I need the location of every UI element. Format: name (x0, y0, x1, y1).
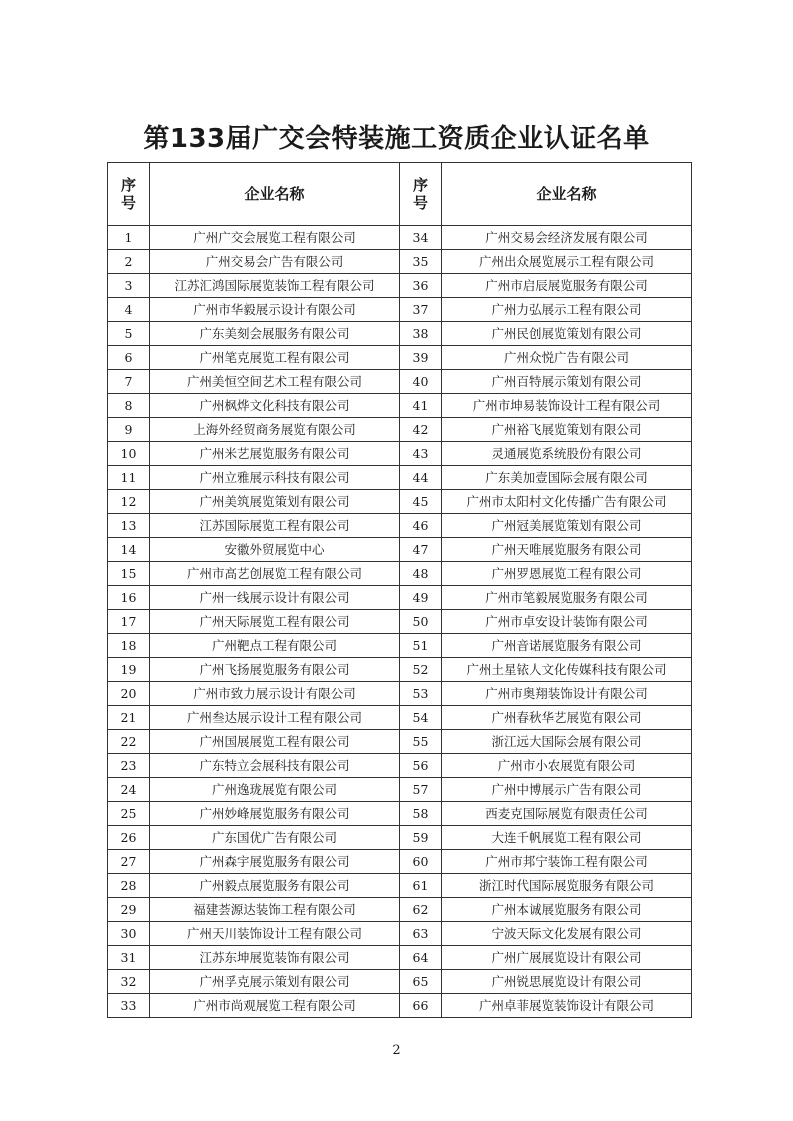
company-name-cell: 广州叁达展示设计工程有限公司 (150, 706, 400, 730)
serial-cell: 66 (400, 994, 442, 1018)
serial-cell: 26 (108, 826, 150, 850)
company-name-cell: 广州飞扬展览服务有限公司 (150, 658, 400, 682)
company-name-cell: 广州米艺展览服务有限公司 (150, 442, 400, 466)
company-name-cell: 广州市太阳村文化传播广告有限公司 (442, 490, 692, 514)
serial-cell: 20 (108, 682, 150, 706)
company-name-cell: 广州笔克展览工程有限公司 (150, 346, 400, 370)
table-row (108, 706, 692, 730)
company-name-cell: 灵通展览系统股份有限公司 (442, 442, 692, 466)
table-row (108, 778, 692, 802)
serial-cell: 4 (108, 298, 150, 322)
table-row (108, 850, 692, 874)
serial-cell: 32 (108, 970, 150, 994)
company-name-cell: 广州市高艺创展览工程有限公司 (150, 562, 400, 586)
company-name-cell: 广州立雅展示科技有限公司 (150, 466, 400, 490)
table-row (108, 514, 692, 538)
serial-cell: 25 (108, 802, 150, 826)
company-name-cell: 广州市启辰展览服务有限公司 (442, 274, 692, 298)
table-row (108, 346, 692, 370)
serial-cell: 33 (108, 994, 150, 1018)
serial-cell: 42 (400, 418, 442, 442)
company-name-cell: 广州妙峰展览服务有限公司 (150, 802, 400, 826)
table-row (108, 634, 692, 658)
table-row (108, 370, 692, 394)
table-row (108, 922, 692, 946)
serial-cell: 21 (108, 706, 150, 730)
company-name-cell: 广州市笔毅展览服务有限公司 (442, 586, 692, 610)
serial-cell: 22 (108, 730, 150, 754)
serial-cell: 41 (400, 394, 442, 418)
table-row (108, 682, 692, 706)
serial-cell: 23 (108, 754, 150, 778)
serial-cell: 49 (400, 586, 442, 610)
company-name-cell: 广州出众展览展示工程有限公司 (442, 250, 692, 274)
table-row (108, 394, 692, 418)
serial-cell: 61 (400, 874, 442, 898)
table-row (108, 562, 692, 586)
header-serial-label: 序 号 (120, 176, 136, 212)
company-name-cell: 广州枫烨文化科技有限公司 (150, 394, 400, 418)
company-name-cell: 浙江远大国际会展有限公司 (442, 730, 692, 754)
table-row (108, 418, 692, 442)
company-name-cell: 广州市致力展示设计有限公司 (150, 682, 400, 706)
serial-cell: 19 (108, 658, 150, 682)
table-row (108, 802, 692, 826)
serial-cell: 31 (108, 946, 150, 970)
serial-cell: 63 (400, 922, 442, 946)
company-name-cell: 广东特立会展科技有限公司 (150, 754, 400, 778)
table-row (108, 538, 692, 562)
company-name-cell: 上海外经贸商务展览有限公司 (150, 418, 400, 442)
table-row (108, 442, 692, 466)
table-body (108, 226, 692, 1018)
header-company-right: 企业名称 (442, 163, 692, 226)
company-name-cell: 广东美加壹国际会展有限公司 (442, 466, 692, 490)
company-name-cell: 广州市尚观展览工程有限公司 (150, 994, 400, 1018)
company-name-cell: 广州天际展览工程有限公司 (150, 610, 400, 634)
serial-cell: 39 (400, 346, 442, 370)
company-name-cell: 广州广交会展览工程有限公司 (150, 226, 400, 250)
table-row (108, 586, 692, 610)
table-row (108, 754, 692, 778)
company-name-cell: 广东美刻会展服务有限公司 (150, 322, 400, 346)
serial-cell: 13 (108, 514, 150, 538)
header-serial-right (400, 163, 442, 226)
serial-cell: 15 (108, 562, 150, 586)
serial-cell: 51 (400, 634, 442, 658)
company-name-cell: 广州靶点工程有限公司 (150, 634, 400, 658)
company-name-cell: 江苏国际展览工程有限公司 (150, 514, 400, 538)
company-name-cell: 广州交易会广告有限公司 (150, 250, 400, 274)
company-name-cell: 广州毅点展览服务有限公司 (150, 874, 400, 898)
serial-cell: 2 (108, 250, 150, 274)
company-name-cell: 广州裕飞展览策划有限公司 (442, 418, 692, 442)
serial-cell: 38 (400, 322, 442, 346)
company-name-cell: 广州众悦广告有限公司 (442, 346, 692, 370)
serial-cell: 59 (400, 826, 442, 850)
page-number: 2 (392, 1043, 401, 1058)
table-row (108, 610, 692, 634)
serial-cell: 30 (108, 922, 150, 946)
company-name-cell: 广州一线展示设计有限公司 (150, 586, 400, 610)
serial-cell: 48 (400, 562, 442, 586)
table-row (108, 274, 692, 298)
company-name-cell: 广州美筑展览策划有限公司 (150, 490, 400, 514)
company-name-cell: 广州孚克展示策划有限公司 (150, 970, 400, 994)
company-name-cell: 广州美恒空间艺术工程有限公司 (150, 370, 400, 394)
company-name-cell: 广州春秋华艺展览有限公司 (442, 706, 692, 730)
company-name-cell: 江苏汇鸿国际展览装饰工程有限公司 (150, 274, 400, 298)
serial-cell: 29 (108, 898, 150, 922)
table-row (108, 250, 692, 274)
company-name-cell: 大连千帆展览工程有限公司 (442, 826, 692, 850)
company-name-cell: 广州民创展览策划有限公司 (442, 322, 692, 346)
table-row (108, 658, 692, 682)
company-name-cell: 广州天唯展览服务有限公司 (442, 538, 692, 562)
company-name-cell: 广州锐思展览设计有限公司 (442, 970, 692, 994)
company-name-cell: 西麦克国际展览有限责任公司 (442, 802, 692, 826)
serial-cell: 9 (108, 418, 150, 442)
serial-cell: 56 (400, 754, 442, 778)
company-name-cell: 广州罗恩展览工程有限公司 (442, 562, 692, 586)
serial-cell: 34 (400, 226, 442, 250)
company-name-cell: 广州交易会经济发展有限公司 (442, 226, 692, 250)
serial-cell: 35 (400, 250, 442, 274)
company-name-cell: 广州百特展示策划有限公司 (442, 370, 692, 394)
table-row (108, 898, 692, 922)
table-row (108, 874, 692, 898)
serial-cell: 6 (108, 346, 150, 370)
table-row (108, 226, 692, 250)
table-row (108, 730, 692, 754)
company-name-cell: 广州逸珑展览有限公司 (150, 778, 400, 802)
company-name-cell: 福建荟源达装饰工程有限公司 (150, 898, 400, 922)
serial-cell: 24 (108, 778, 150, 802)
serial-cell: 52 (400, 658, 442, 682)
company-name-cell: 江苏东坤展览装饰有限公司 (150, 946, 400, 970)
serial-cell: 47 (400, 538, 442, 562)
company-name-cell: 广州天川装饰设计工程有限公司 (150, 922, 400, 946)
company-name-cell: 广州本诚展览服务有限公司 (442, 898, 692, 922)
table-row (108, 994, 692, 1018)
serial-cell: 7 (108, 370, 150, 394)
serial-cell: 54 (400, 706, 442, 730)
header-serial-label: 序 号 (412, 176, 428, 212)
header-serial-left (108, 163, 150, 226)
company-name-cell: 广州卓菲展览装饰设计有限公司 (442, 994, 692, 1018)
company-name-cell: 广州广展展览设计有限公司 (442, 946, 692, 970)
company-name-cell: 广州森宇展览服务有限公司 (150, 850, 400, 874)
company-name-cell: 广州音诺展览服务有限公司 (442, 634, 692, 658)
serial-cell: 50 (400, 610, 442, 634)
company-name-cell: 广州市奥翔装饰设计有限公司 (442, 682, 692, 706)
serial-cell: 65 (400, 970, 442, 994)
serial-cell: 8 (108, 394, 150, 418)
company-name-cell: 安徽外贸展览中心 (150, 538, 400, 562)
serial-cell: 10 (108, 442, 150, 466)
serial-cell: 46 (400, 514, 442, 538)
table-row (108, 490, 692, 514)
table-row (108, 946, 692, 970)
header-company-left: 企业名称 (150, 163, 400, 226)
company-name-cell: 广东国优广告有限公司 (150, 826, 400, 850)
serial-cell: 18 (108, 634, 150, 658)
serial-cell: 11 (108, 466, 150, 490)
serial-cell: 53 (400, 682, 442, 706)
company-table (107, 162, 692, 1018)
serial-cell: 58 (400, 802, 442, 826)
company-name-cell: 广州市小农展览有限公司 (442, 754, 692, 778)
table-header-row (108, 163, 692, 226)
serial-cell: 37 (400, 298, 442, 322)
serial-cell: 57 (400, 778, 442, 802)
table-row (108, 298, 692, 322)
serial-cell: 28 (108, 874, 150, 898)
serial-cell: 40 (400, 370, 442, 394)
table-row (108, 826, 692, 850)
company-name-cell: 宁波天际文化发展有限公司 (442, 922, 692, 946)
table-row (108, 466, 692, 490)
company-name-cell: 广州市邦宁装饰工程有限公司 (442, 850, 692, 874)
serial-cell: 43 (400, 442, 442, 466)
serial-cell: 44 (400, 466, 442, 490)
table-row (108, 322, 692, 346)
page-title: 第133届广交会特装施工资质企业认证名单 (143, 124, 650, 154)
company-name-cell: 广州市卓安设计装饰有限公司 (442, 610, 692, 634)
serial-cell: 16 (108, 586, 150, 610)
serial-cell: 27 (108, 850, 150, 874)
serial-cell: 45 (400, 490, 442, 514)
serial-cell: 5 (108, 322, 150, 346)
serial-cell: 17 (108, 610, 150, 634)
serial-cell: 3 (108, 274, 150, 298)
company-name-cell: 广州国展展览工程有限公司 (150, 730, 400, 754)
serial-cell: 36 (400, 274, 442, 298)
serial-cell: 12 (108, 490, 150, 514)
company-name-cell: 广州中博展示广告有限公司 (442, 778, 692, 802)
serial-cell: 60 (400, 850, 442, 874)
serial-cell: 14 (108, 538, 150, 562)
serial-cell: 64 (400, 946, 442, 970)
serial-cell: 62 (400, 898, 442, 922)
company-name-cell: 广州土星铱人文化传媒科技有限公司 (442, 658, 692, 682)
serial-cell: 55 (400, 730, 442, 754)
serial-cell: 1 (108, 226, 150, 250)
company-name-cell: 广州冠美展览策划有限公司 (442, 514, 692, 538)
table-row (108, 970, 692, 994)
company-name-cell: 浙江时代国际展览服务有限公司 (442, 874, 692, 898)
company-name-cell: 广州力弘展示工程有限公司 (442, 298, 692, 322)
company-name-cell: 广州市华毅展示设计有限公司 (150, 298, 400, 322)
company-name-cell: 广州市坤易装饰设计工程有限公司 (442, 394, 692, 418)
